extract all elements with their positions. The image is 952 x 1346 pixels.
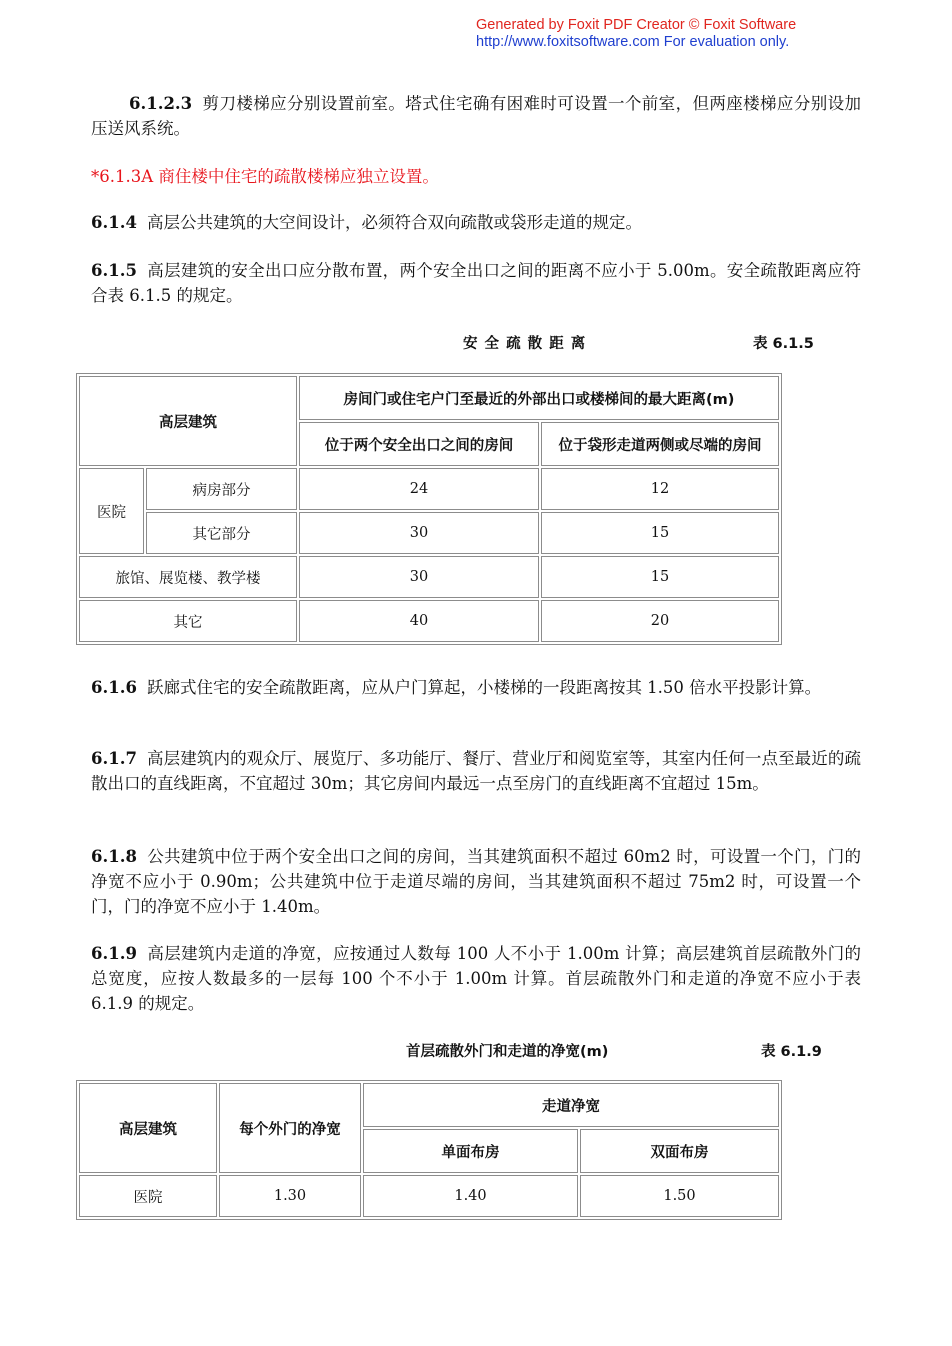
cell-value: 20 [541, 600, 779, 642]
clause-6-1-5 [91, 258, 861, 308]
clause-number: 6.1.9 [91, 944, 137, 963]
clause-number: 6.1.5 [91, 261, 137, 280]
cell-hospital: 医院 [79, 468, 144, 554]
header-corridor-width: 走道净宽 [363, 1083, 779, 1127]
cell-name: 其它部分 [146, 512, 297, 554]
clause-6-1-4 [91, 210, 861, 235]
cell-value: 15 [541, 512, 779, 554]
header-building: 高层建筑 [79, 1083, 217, 1173]
cell-value: 40 [299, 600, 539, 642]
clause-number: 6.1.7 [91, 749, 137, 768]
table-6-1-5 [76, 373, 782, 645]
clause-text: 公共建筑中位于两个安全出口之间的房间，当其建筑面积不超过 60m2 时，可设置一个门，门的净宽不应小于 0.90m；公共建筑中位于走道尽端的房间，当其建筑面积不超过 75m2 时，可设置一个门，门的净宽不应小于 1.40m。 [91, 847, 861, 916]
cell-name: 旅馆、展览楼、教学楼 [79, 556, 297, 598]
table-6-1-5-title: 安 全 疏 散 距 离 [463, 336, 587, 352]
clause-text: 剪刀楼梯应分别设置前室。塔式住宅确有困难时可设置一个前室，但两座楼梯应分别设加压送风系统。 [91, 94, 861, 138]
cell-name: 病房部分 [146, 468, 297, 510]
cell-value: 30 [299, 556, 539, 598]
clause-text: 跃廊式住宅的安全疏散距离，应从户门算起，小楼梯的一段距离按其 1.50 倍水平投影计算。 [146, 678, 822, 697]
cell-value: 30 [299, 512, 539, 554]
clause-6-1-8 [91, 844, 861, 919]
clause-text: 高层建筑的安全出口应分散布置，两个安全出口之间的距离不应小于 5.00m。安全疏散距离应符合表 6.1.5 的规定。 [91, 261, 861, 305]
clause-6-1-6 [91, 675, 861, 700]
table-row [79, 1175, 779, 1217]
clause-text: 高层建筑内走道的净宽，应按通过人数每 100 人不小于 1.00m 计算；高层建筑首层疏散外门的总宽度，应按人数最多的一层每 100 个不小于 1.00m 计算。首层疏散外门和走道的净宽不应小于表 6.1.9 的规定。 [91, 944, 861, 1013]
table-row [79, 512, 779, 554]
clause-number: 6.1.4 [91, 213, 137, 232]
table-6-1-5-label: 表 6.1.5 [753, 336, 814, 352]
clause-6-1-2-3 [91, 91, 861, 141]
watermark-line-1: Generated by Foxit PDF Creator © Foxit Software [476, 17, 797, 33]
cell-value: 24 [299, 468, 539, 510]
table-row [79, 600, 779, 642]
header-door-width: 每个外门的净宽 [219, 1083, 361, 1173]
cell-value: 15 [541, 556, 779, 598]
table-row [79, 556, 779, 598]
foxit-watermark [476, 17, 796, 51]
table-6-1-9-title: 首层疏散外门和走道的净宽(m) [406, 1044, 609, 1060]
header-between-exits: 位于两个安全出口之间的房间 [299, 422, 539, 466]
header-single-side: 单面布房 [363, 1129, 578, 1173]
clause-text: 高层公共建筑的大空间设计，必须符合双向疏散或袋形走道的规定。 [146, 213, 642, 232]
watermark-line-2: http://www.foxitsoftware.com For evaluation only. [476, 34, 790, 50]
clause-text: 高层建筑内的观众厅、展览厅、多功能厅、餐厅、营业厅和阅览室等，其室内任何一点至最近的疏散出口的直线距离，不宜超过 30m；其它房间内最远一点至房门的直线距离不宜超过 15m。 [91, 749, 861, 793]
header-dead-end: 位于袋形走道两侧或尽端的房间 [541, 422, 779, 466]
clause-6-1-9 [91, 941, 861, 1016]
table-row [79, 468, 779, 510]
cell-value: 1.50 [580, 1175, 779, 1217]
cell-value: 12 [541, 468, 779, 510]
header-max-distance: 房间门或住宅户门至最近的外部出口或楼梯间的最大距离(m) [299, 376, 779, 420]
clause-text: *6.1.3A 商住楼中住宅的疏散楼梯应独立设置。 [91, 167, 439, 186]
cell-value: 1.40 [363, 1175, 578, 1217]
table-6-1-9-label: 表 6.1.9 [761, 1044, 822, 1060]
clause-number: 6.1.2.3 [129, 94, 193, 113]
clause-number: 6.1.8 [91, 847, 137, 866]
table-6-1-9 [76, 1080, 782, 1220]
cell-value: 1.30 [219, 1175, 361, 1217]
clause-6-1-3a [91, 164, 861, 189]
clause-6-1-7 [91, 746, 861, 796]
header-double-side: 双面布房 [580, 1129, 779, 1173]
cell-name: 其它 [79, 600, 297, 642]
cell-name: 医院 [79, 1175, 217, 1217]
header-building: 高层建筑 [79, 376, 297, 466]
clause-number: 6.1.6 [91, 678, 137, 697]
